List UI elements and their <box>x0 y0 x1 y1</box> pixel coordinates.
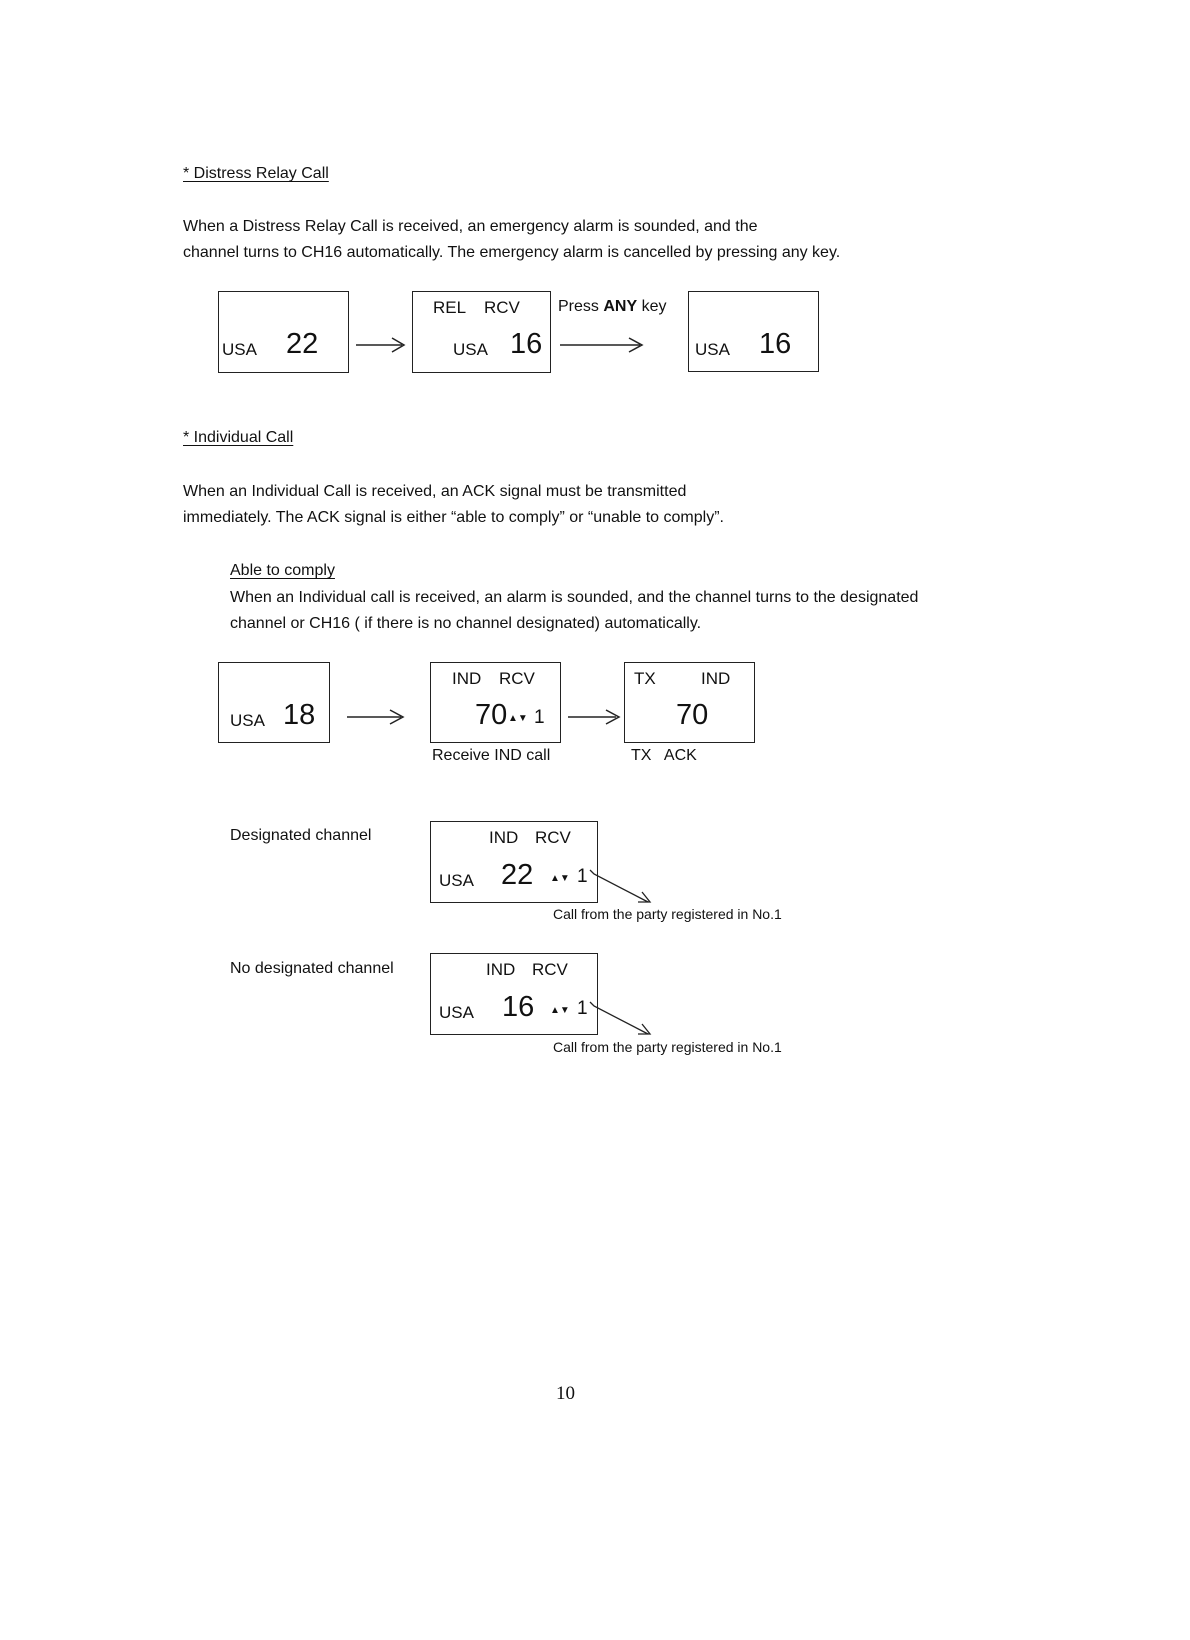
able-to-comply-line-2: channel or CH16 ( if there is no channel designated) automatically. <box>230 615 702 632</box>
display-status: RCV <box>535 828 571 847</box>
press-any-key-label: Press ANY key <box>558 298 667 315</box>
designated-channel-display <box>430 821 598 903</box>
display-region: USA <box>439 1003 474 1022</box>
display-region: USA <box>453 340 488 359</box>
designated-note: Call from the party registered in No.1 <box>553 906 782 922</box>
no-designated-channel-label: No designated channel <box>230 960 394 977</box>
display-mode: TX <box>634 669 656 688</box>
display-mode: IND <box>486 960 516 979</box>
no-designated-note: Call from the party registered in No.1 <box>553 1039 782 1055</box>
display-mode: IND <box>489 828 519 847</box>
right-arrow-icon <box>343 705 409 729</box>
display-channel: 16 <box>510 328 543 360</box>
distress-display-1 <box>218 291 349 373</box>
distress-text-line-1: When a Distress Relay Call is received, an emergency alarm is sounded, and the <box>183 218 758 235</box>
able-to-comply-heading: Able to comply <box>230 562 335 579</box>
display-status: IND <box>701 669 731 688</box>
display-channel: 70 <box>475 699 508 731</box>
tx-ack-caption: TX ACK <box>631 747 697 764</box>
distress-heading: * Distress Relay Call <box>183 165 329 182</box>
distress-display-3 <box>688 291 819 372</box>
display-channel: 18 <box>283 699 316 731</box>
pointer-arrow-icon <box>588 998 658 1038</box>
party-number: 1 <box>577 866 588 887</box>
display-region: USA <box>439 871 474 890</box>
display-region: USA <box>222 340 257 359</box>
display-status: RCV <box>499 669 535 688</box>
up-down-arrow-icon: ▲▼ <box>550 1005 570 1016</box>
individual-text-line-2: immediately. The ACK signal is either “able to comply” or “unable to comply”. <box>183 509 724 526</box>
no-designated-channel-display <box>430 953 598 1035</box>
display-channel: 16 <box>759 328 792 360</box>
designated-channel-label: Designated channel <box>230 827 372 844</box>
party-number: 1 <box>577 998 588 1019</box>
party-number: 1 <box>534 707 545 728</box>
distress-text-line-2: channel turns to CH16 automatically. The emergency alarm is cancelled by pressing any key. <box>183 244 841 261</box>
display-channel: 16 <box>502 991 535 1023</box>
display-status: RCV <box>532 960 568 979</box>
page-number: 10 <box>556 1383 575 1404</box>
individual-display-1 <box>218 662 330 743</box>
display-channel: 22 <box>286 328 319 360</box>
individual-heading: * Individual Call <box>183 429 294 446</box>
receive-caption: Receive IND call <box>432 747 551 764</box>
display-region: USA <box>695 340 730 359</box>
right-arrow-icon <box>564 705 624 729</box>
display-channel: 70 <box>676 699 709 731</box>
pointer-arrow-icon <box>588 866 658 906</box>
right-arrow-icon <box>556 333 648 357</box>
up-down-arrow-icon: ▲▼ <box>550 873 570 884</box>
display-status: RCV <box>484 298 520 317</box>
up-down-arrow-icon: ▲▼ <box>508 713 528 724</box>
display-region: USA <box>230 711 265 730</box>
individual-text-line-1: When an Individual Call is received, an ACK signal must be transmitted <box>183 483 687 500</box>
right-arrow-icon <box>352 333 412 357</box>
individual-display-3 <box>624 662 755 743</box>
distress-display-2 <box>412 291 551 373</box>
display-mode: IND <box>452 669 482 688</box>
individual-display-2 <box>430 662 561 743</box>
display-mode: REL <box>433 298 467 317</box>
display-channel: 22 <box>501 859 534 891</box>
able-to-comply-line-1: When an Individual call is received, an alarm is sounded, and the channel turns to the designated <box>230 589 919 606</box>
